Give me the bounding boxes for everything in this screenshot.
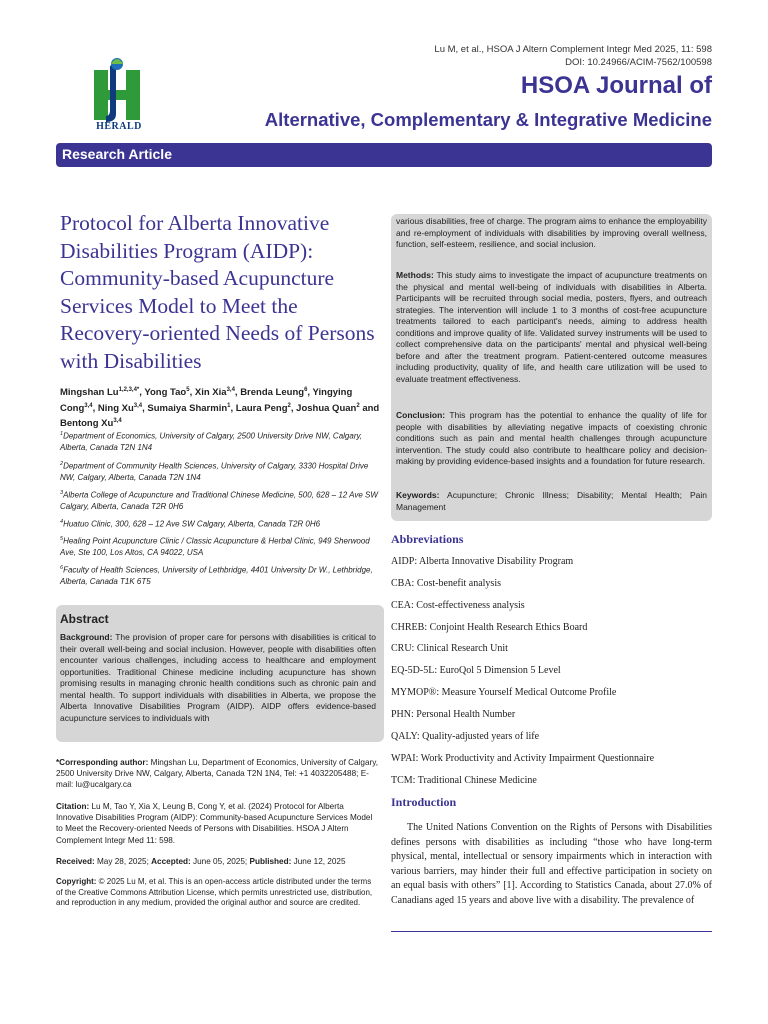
abbreviations-heading: Abbreviations <box>391 532 464 546</box>
doi-line: DOI: 10.24966/ACIM-7562/100598 <box>565 57 712 68</box>
journal-name: HSOA Journal of <box>520 72 712 99</box>
copyright-block: Copyright: © 2025 Lu M, et al. This is an open-access article distributed under the terms of the Creative Commons Attribution License, which permits unrestricted use, distribution, and reproduction in any medium, provided the original author and source are credited. <box>56 877 373 907</box>
article-type-label: Research Article <box>62 146 172 162</box>
introduction-text: The United Nations Convention on the Rights of Persons with Disabilities defines persons with disabilities as including “those who have long-term physical, mental, intellectual or sensory impairments which in interaction with various barriers, may hinder their full and effective participation in society on an equal basis with others” [1]. According to Statistics Canada, about 27.0% of Canadians aged 15 years and above live with a disability. The prevalence of <box>391 822 712 906</box>
abbreviation-item: TCM: Traditional Chinese Medicine <box>391 775 537 786</box>
abstract-keywords: Keywords: Acupuncture; Chronic Illness; Disability; Mental Health; Pain Management <box>396 490 707 512</box>
author-affiliation-marker: 5 <box>186 387 190 393</box>
abbreviation-item: CBA: Cost-benefit analysis <box>391 578 501 589</box>
column-divider <box>391 931 712 932</box>
journal-subtitle: Alternative, Complementary & Integrative Medicine <box>264 109 712 130</box>
article-type-banner <box>56 143 712 167</box>
citation-line-1: Lu M, et al., HSOA J Altern Complement Integr Med 2025, 11: 598 <box>434 44 712 55</box>
affiliation-1: $^1$Department of Economics, University of Calgary, 2500 University Drive NW, Calgary, Alberta, Canada T2N 1N4 <box>60 431 363 453</box>
author-name: Yingying Cong <box>60 387 353 414</box>
abbreviation-item: PHN: Personal Health Number <box>391 709 516 720</box>
abbreviation-item: MYMOP®: Measure Yourself Medical Outcome Profile <box>391 687 617 698</box>
abbreviation-item: CRU: Clinical Research Unit <box>391 643 508 654</box>
author-name: Laura Peng <box>235 402 288 414</box>
corresponding-author: *Corresponding author: Mingshan Lu, Department of Economics, University of Calgary, 2500 University Drive NW, Calgary, Alberta, Canada T2N 1N4, Tel: +1 4032205488; E-mail: lu@ucalgary.ca <box>56 758 378 790</box>
abstract-heading: Abstract <box>60 612 109 626</box>
author-affiliation-marker: 2 <box>287 402 291 409</box>
dates-line: Received: May 28, 2025; Accepted: June 05, 2025; Published: June 12, 2025 <box>56 857 346 866</box>
citation-block: Citation: Lu M, Tao Y, Xia X, Leung B, Cong Y, et al. (2024) Protocol for Alberta Innovative Disabilities Program (AIDP): Community-based Acupuncture Services Model to Meet the Recovery-oriented Needs of Persons with Disabilities. HSOA J Altern Complement Integr Med 11: 598. <box>56 802 373 845</box>
abbreviation-item: CEA: Cost-effectiveness analysis <box>391 600 525 611</box>
author-name: Brenda Leung <box>240 387 305 399</box>
introduction-heading: Introduction <box>391 795 457 809</box>
author-name: Mingshan Lu <box>60 387 119 399</box>
author-affiliation-marker: 3,4 <box>84 402 93 409</box>
header-citation <box>434 43 712 69</box>
affiliation-5: $^5$Healing Point Acupuncture Clinic / Classic Acupuncture & Herbal Clinic, 949 Sherwood Ave, Ste 100, Los Altos, CA 94022, USA <box>60 536 370 558</box>
author-name: Sumaiya Sharmin <box>147 402 228 414</box>
author-affiliation-marker: 3,4 <box>113 418 122 425</box>
abbreviation-item: AIDP: Alberta Innovative Disability Program <box>391 556 574 567</box>
author-name: Yong Tao <box>144 387 187 399</box>
abstract-conclusion: Conclusion: This program has the potential to enhance the quality of life for people with disabilities by alleviating negative impacts of coexisting chronic conditions such as pain and mental health challenges through acupuncture intervention. The study could also contribute to healthcare policy and decision-making by providing evidence-based insights and a foundation for future research. <box>396 410 707 466</box>
author-name: Xin Xia <box>194 387 227 399</box>
abstract-continued-box <box>391 214 712 521</box>
author-affiliation-marker: 2 <box>356 402 360 409</box>
affiliation-4: $^4$Huatuo Clinic, 300, 628 – 12 Ave SW Calgary, Alberta, Canada T2R 0H6 <box>60 519 321 529</box>
article-title: Protocol for Alberta Innovative Disabilities Program (AIDP): Community-based Acupuncture Services Model to Meet the Recovery-oriented Needs of Persons with Disabilities <box>60 211 375 373</box>
author-affiliation-marker: 3,4 <box>226 387 235 393</box>
logo-text: HERALD <box>96 121 142 132</box>
affiliation-3: $^3$Alberta College of Acupuncture and Traditional Chinese Medicine, 500, 628 – 12 Ave SW Calgary, Alberta, Canada T2R 0H6 <box>60 490 378 512</box>
affiliation-6: $^6$Faculty of Health Sciences, University of Lethbridge, 4401 University Dr W., Lethbridge, Alberta, Canada T1K 6T5 <box>60 565 373 587</box>
author-affiliation-marker: 1,2,3,4* <box>118 387 140 393</box>
author-name: Bentong Xu <box>60 418 114 430</box>
abbreviation-item: CHREB: Conjoint Health Research Ethics Board <box>391 622 588 633</box>
abbreviation-item: QALY: Quality-adjusted years of life <box>391 731 540 742</box>
abstract-box <box>56 605 384 742</box>
affiliation-2: $^2$Department of Community Health Sciences, University of Calgary, 3330 Hospital Drive NW, Calgary, Alberta, Canada T2N 1N4 <box>60 461 369 483</box>
abstract-methods: Methods: This study aims to investigate the impact of acupuncture treatments on the physical and mental well-being of individuals with disabilities in Alberta. Participants will be recruited through social media, posters, flyers, and outreach strategies. The intervention will include 1 to 3 months of cost-free acupuncture treatments tailored to each participant's needs, aiming to address health conditions and improve quality of life. Validated survey instruments will be used to collect comprehensive data on the participants' mental and physical well-being before and after the treatment program. Patient-centered outcome measures including productivity, quality of life, and health care utilization will be used to evaluate treatment effectiveness. <box>396 270 707 384</box>
abstract-background: Background: The provision of proper care for persons with disabilities is critical to their overall well-being and social inclusion. However, people with disabilities often encounter various challenges, including access to healthcare and employment opportunities. Traditional Chinese medicine including acupuncture has shown promising results in managing chronic health conditions such as chronic pain and mental health. To support individuals with disabilities in Alberta, we propose the Alberta Innovative Disabilities Program (AIDP). AIDP offers evidence-based acupuncture services to individuals with <box>60 632 376 723</box>
author-list: Mingshan $Lu^{1,2,3,4*}$, Yong Tao$^5$, Xin Xia$^{3,4}$, Brenda Leung$^6$, Yingying Cong$^{3,4}$, Ning Xu$^{3,4}$, Sumaiya Sharmin$^1$, Laura Peng$^2$, Joshua Quan$^2$ and Bentong Xu$^{3,4}$ <box>60 387 380 430</box>
author-name: Joshua Quan <box>296 402 357 414</box>
author-affiliation-marker: 1 <box>227 402 231 409</box>
abstract-continued-text: various disabilities, free of charge. The program aims to enhance the employability and re-employment of individuals with disabilities by improving overall wellness, function, self-esteem, resilience, and social inclusion. <box>396 216 707 249</box>
author-name: Ning Xu <box>97 402 134 414</box>
author-affiliation-marker: 3,4 <box>133 402 143 409</box>
abbreviation-item: WPAI: Work Productivity and Activity Impairment Questionnaire <box>391 753 655 764</box>
abbreviation-item: EQ-5D-5L: EuroQol 5 Dimension 5 Level <box>391 665 561 676</box>
author-affiliation-marker: 6 <box>304 387 308 393</box>
